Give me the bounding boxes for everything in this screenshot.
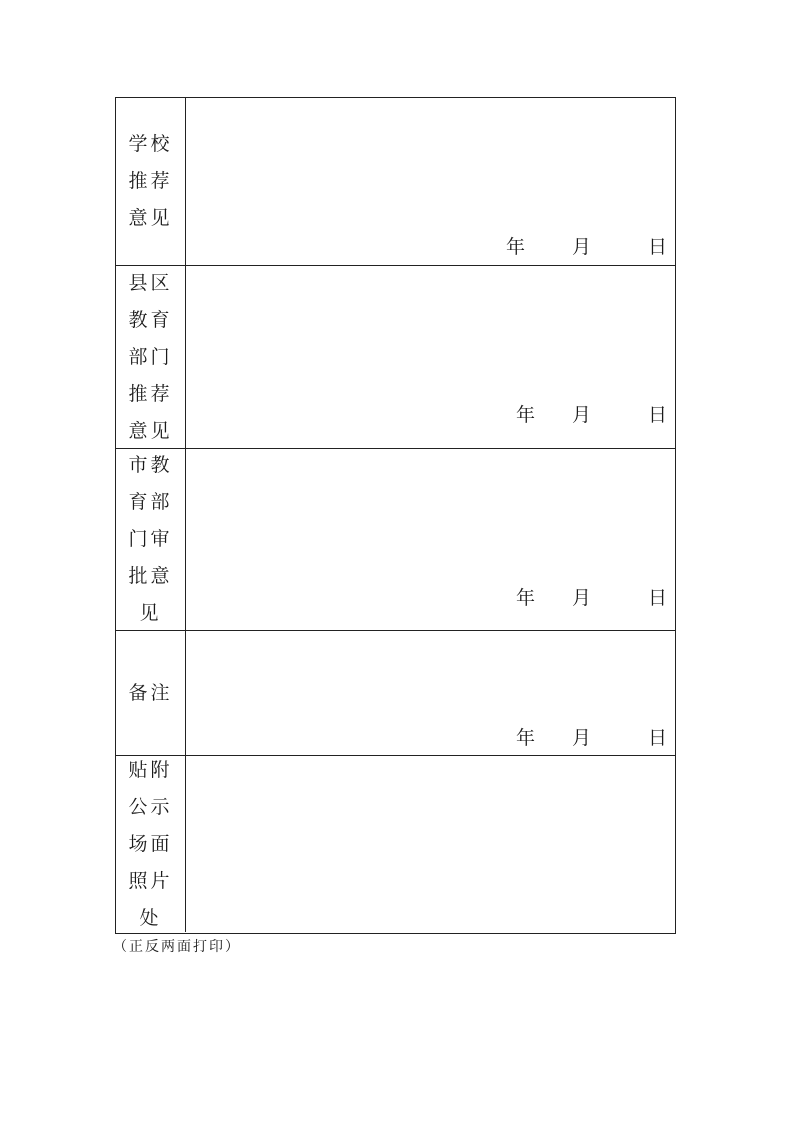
label-line: 批意	[128, 565, 173, 587]
photo-attachment-area[interactable]	[186, 756, 675, 932]
label-line: 市教	[128, 454, 173, 476]
date-year-label: 年	[505, 236, 525, 258]
date-year-label: 年	[515, 404, 535, 426]
date-year-label: 年	[515, 587, 535, 609]
date-year-label: 年	[515, 727, 535, 749]
district-education-recommendation-row	[116, 266, 675, 449]
city-education-approval-label	[116, 449, 186, 630]
label-line: 育部	[128, 491, 173, 513]
label-line: 见	[139, 602, 162, 624]
date-month-label: 月	[571, 587, 591, 609]
label-line: 处	[139, 906, 162, 929]
school-recommendation-row	[116, 98, 675, 266]
label-line: 县区	[128, 271, 173, 294]
remarks-row	[116, 631, 675, 756]
label-line: 公示	[128, 795, 173, 818]
label-line: 推荐	[128, 170, 173, 192]
label-line: 部门	[128, 345, 173, 368]
city-education-approval-content[interactable]	[186, 449, 675, 630]
photo-attachment-row	[116, 756, 675, 932]
label-line: 场面	[128, 832, 173, 855]
city-education-approval-row	[116, 449, 675, 631]
remarks-label	[116, 631, 186, 755]
district-education-recommendation-label	[116, 266, 186, 448]
label-line: 门审	[128, 528, 173, 550]
photo-attachment-label	[116, 756, 186, 932]
date-day-label: 日	[647, 727, 667, 749]
label-line: 教育	[128, 308, 173, 331]
date-day-label: 日	[647, 404, 667, 426]
label-line: 备注	[128, 681, 173, 704]
date-month-label: 月	[571, 404, 591, 426]
print-instruction-note: （正反两面打印）	[113, 939, 241, 955]
district-education-recommendation-content[interactable]	[186, 266, 675, 448]
remarks-content[interactable]	[186, 631, 675, 755]
school-recommendation-label	[116, 98, 186, 265]
date-day-label: 日	[647, 587, 667, 609]
label-line: 学校	[128, 133, 173, 155]
label-line: 推荐	[128, 382, 173, 405]
label-line: 贴附	[128, 758, 173, 781]
label-line: 照片	[128, 869, 173, 892]
label-line: 意见	[128, 207, 173, 229]
label-line: 意见	[128, 419, 173, 442]
date-day-label: 日	[647, 236, 667, 258]
date-month-label: 月	[571, 236, 591, 258]
school-recommendation-content[interactable]	[186, 98, 675, 265]
approval-form-table	[115, 97, 676, 934]
date-month-label: 月	[571, 727, 591, 749]
